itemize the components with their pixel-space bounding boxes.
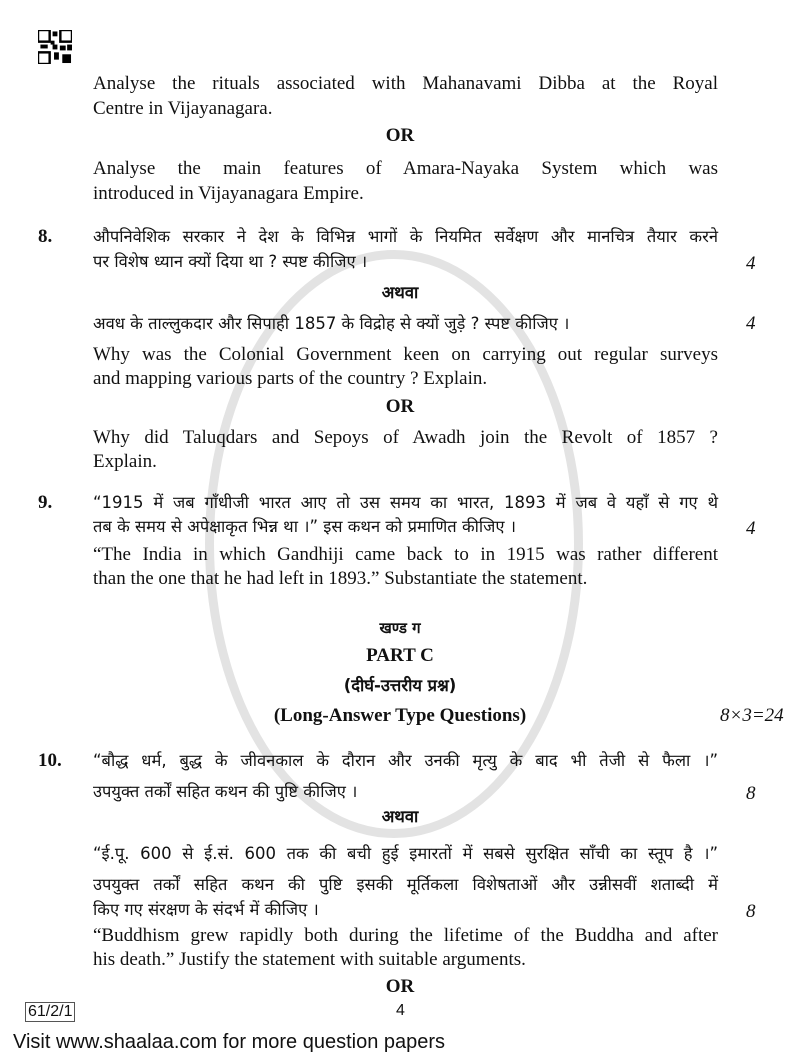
section-type-english: (Long-Answer Type Questions) — [273, 705, 527, 726]
q9-english-line: “The India in which Gandhiji came back to in 1915 was rather different — [93, 544, 718, 565]
q8-hindi-alt: अवध के ताल्लुकदार और सिपाही 1857 के विद्रोह से क्यों जुड़े ? स्पष्ट कीजिए । — [93, 314, 570, 333]
q10-english-line: his death.” Justify the statement with suitable arguments. — [93, 949, 526, 970]
q8-english-alt-line: Why did Taluqdars and Sepoys of Awadh join the Revolt of 1857 ? — [93, 427, 718, 448]
marks: 4 — [746, 253, 756, 274]
or-separator: OR — [385, 976, 415, 997]
paper-code: 61/2/1 — [25, 1002, 75, 1022]
section-hindi-heading: खण्ड ग — [379, 619, 421, 637]
q8-english-alt-line: Explain. — [93, 451, 157, 472]
question-number: 9. — [38, 492, 53, 513]
q9-hindi-line: तब के समय से अपेक्षाकृत भिन्न था ।” इस कथन को प्रमाणित कीजिए । — [93, 517, 517, 536]
q10-hindi-line: “बौद्ध धर्म, बुद्ध के जीवनकाल के दौरान और उनकी मृत्यु के बाद भी तेजी से फैला ।” — [93, 751, 718, 770]
or-separator: OR — [385, 396, 415, 417]
marks: 8 — [746, 783, 756, 804]
question-number: 10. — [38, 750, 62, 771]
marks: 8 — [746, 901, 756, 922]
section-marks: 8×3=24 — [720, 705, 784, 726]
q10-hindi-alt-line: किए गए संरक्षण के संदर्भ में कीजिए । — [93, 900, 319, 919]
page-number: 4 — [396, 1002, 405, 1019]
visit-banner-link[interactable]: Visit www.shaalaa.com for more question papers — [13, 1031, 446, 1053]
marks: 4 — [746, 313, 756, 334]
marks: 4 — [746, 518, 756, 539]
qr-code-icon — [38, 30, 72, 64]
q10-english-line: “Buddhism grew rapidly both during the lifetime of the Buddha and after — [93, 925, 718, 946]
q7-option-a-line: Analyse the rituals associated with Mahanavami Dibba at the Royal — [93, 73, 718, 94]
athva-separator: अथवा — [381, 807, 419, 826]
q10-hindi-alt-line: “ई.पू. 600 से ई.सं. 600 तक की बची हुई इमारतों में सबसे सुरक्षित साँची का स्तूप है ।” — [93, 844, 718, 863]
question-number: 8. — [38, 226, 53, 247]
q10-hindi-alt-line: उपयुक्त तर्कों सहित कथन की पुष्टि इसकी मूर्तिकला विशेषताओं और उन्नीसवीं शताब्दी में — [93, 875, 718, 894]
section-title: PART C — [366, 645, 434, 666]
q8-hindi-line: पर विशेष ध्यान क्यों दिया था ? स्पष्ट कीजिए । — [93, 252, 368, 271]
q7-option-b-line: introduced in Vijayanagara Empire. — [93, 183, 364, 204]
q9-english-line: than the one that he had left in 1893.” Substantiate the statement. — [93, 568, 588, 589]
athva-separator: अथवा — [381, 283, 419, 302]
q7-option-a-line: Centre in Vijayanagara. — [93, 98, 273, 119]
section-type-hindi: (दीर्घ-उत्तरीय प्रश्न) — [343, 676, 457, 695]
q7-option-b-line: Analyse the main features of Amara-Nayaka System which was — [93, 158, 718, 179]
q9-hindi-line: “1915 में जब गाँधीजी भारत आए तो उस समय का भारत, 1893 में जब वे यहाँ से गए थे — [93, 493, 718, 512]
or-separator: OR — [385, 125, 415, 146]
q8-english-line: and mapping various parts of the country ? Explain. — [93, 368, 488, 389]
q8-hindi-line: औपनिवेशिक सरकार ने देश के विभिन्न भागों के नियमित सर्वेक्षण और मानचित्र तैयार करने — [93, 227, 718, 246]
q8-english-line: Why was the Colonial Government keen on carrying out regular surveys — [93, 344, 718, 365]
q10-hindi-line: उपयुक्त तर्कों सहित कथन की पुष्टि कीजिए । — [93, 782, 358, 801]
